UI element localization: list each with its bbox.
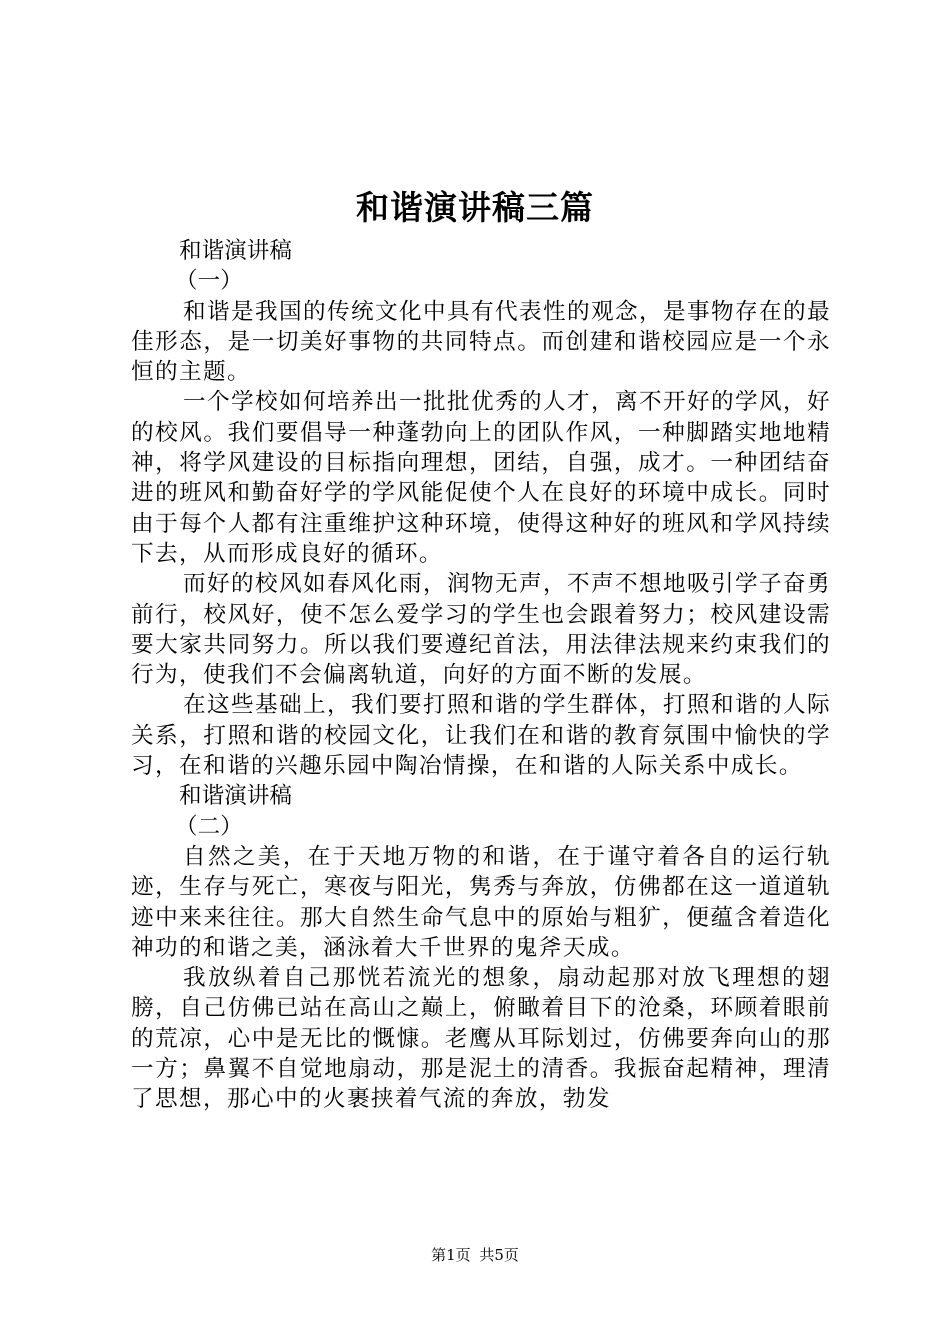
- paragraph: 我放纵着自己那恍若流光的想象，扇动起那对放飞理想的翅膀，自己仿佛已站在高山之巅上，俯瞰着目下的沧桑，环顾着眼前的荒凉，心中是无比的慨慷。老鹰从耳际划过，仿佛要奔向山的那一方；鼻翼不自觉地扇动，那是泥土的清香。我振奋起精神，理清了思想，那心中的火裹挟着气流的奔放，勃发: [131, 965, 831, 1113]
- document-body: [131, 236, 831, 1115]
- section-heading: 和谐演讲稿: [179, 783, 292, 810]
- paragraph: 一个学校如何培养出一批批优秀的人才，离不开好的学风，好的校风。我们要倡导一种蓬勃向上的团队作风，一种脚踏实地地精神，将学风建设的目标指向理想，团结，自强，成才。一种团结奋进的班风和勤奋好学的学风能促使个人在良好的环境中成长。同时由于每个人都有注重维护这种环境，使得这种好的班风和学风持续下去，从而形成良好的循环。: [131, 389, 831, 567]
- section-number: （一）: [175, 268, 243, 295]
- page-footer: 第1页 共5页: [431, 1246, 519, 1264]
- section-heading: 和谐演讲稿: [179, 238, 292, 264]
- document-title: 和谐演讲稿三篇: [356, 188, 594, 227]
- paragraph: 和谐是我国的传统文化中具有代表性的观念，是事物存在的最佳形态，是一切美好事物的共同特点。而创建和谐校园应是一个永恒的主题。: [131, 298, 831, 386]
- paragraph: 自然之美，在于天地万物的和谐，在于谨守着各自的运行轨迹，生存与死亡，寒夜与阳光，隽秀与奔放，仿佛都在这一道道轨迹中来来往往。那大自然生命气息中的原始与粗犷，便蕴含着造化神功的和谐之美，涵泳着大千世界的鬼斧天成。: [131, 843, 831, 961]
- paragraph: 在这些基础上，我们要打照和谐的学生群体，打照和谐的人际关系，打照和谐的校园文化，让我们在和谐的教育氛围中愉快的学习，在和谐的兴趣乐园中陶冶情操，在和谐的人际关系中成长。: [131, 692, 831, 780]
- paragraph: 而好的校风如春风化雨，润物无声，不声不想地吸引学子奋勇前行，校风好，使不怎么爱学习的学生也会跟着努力；校风建设需要大家共同努力。所以我们要遵纪首法，用法律法规来约束我们的行为，使我们不会偏离轨道，向好的方面不断的发展。: [131, 571, 831, 689]
- section-number: （二）: [175, 813, 243, 840]
